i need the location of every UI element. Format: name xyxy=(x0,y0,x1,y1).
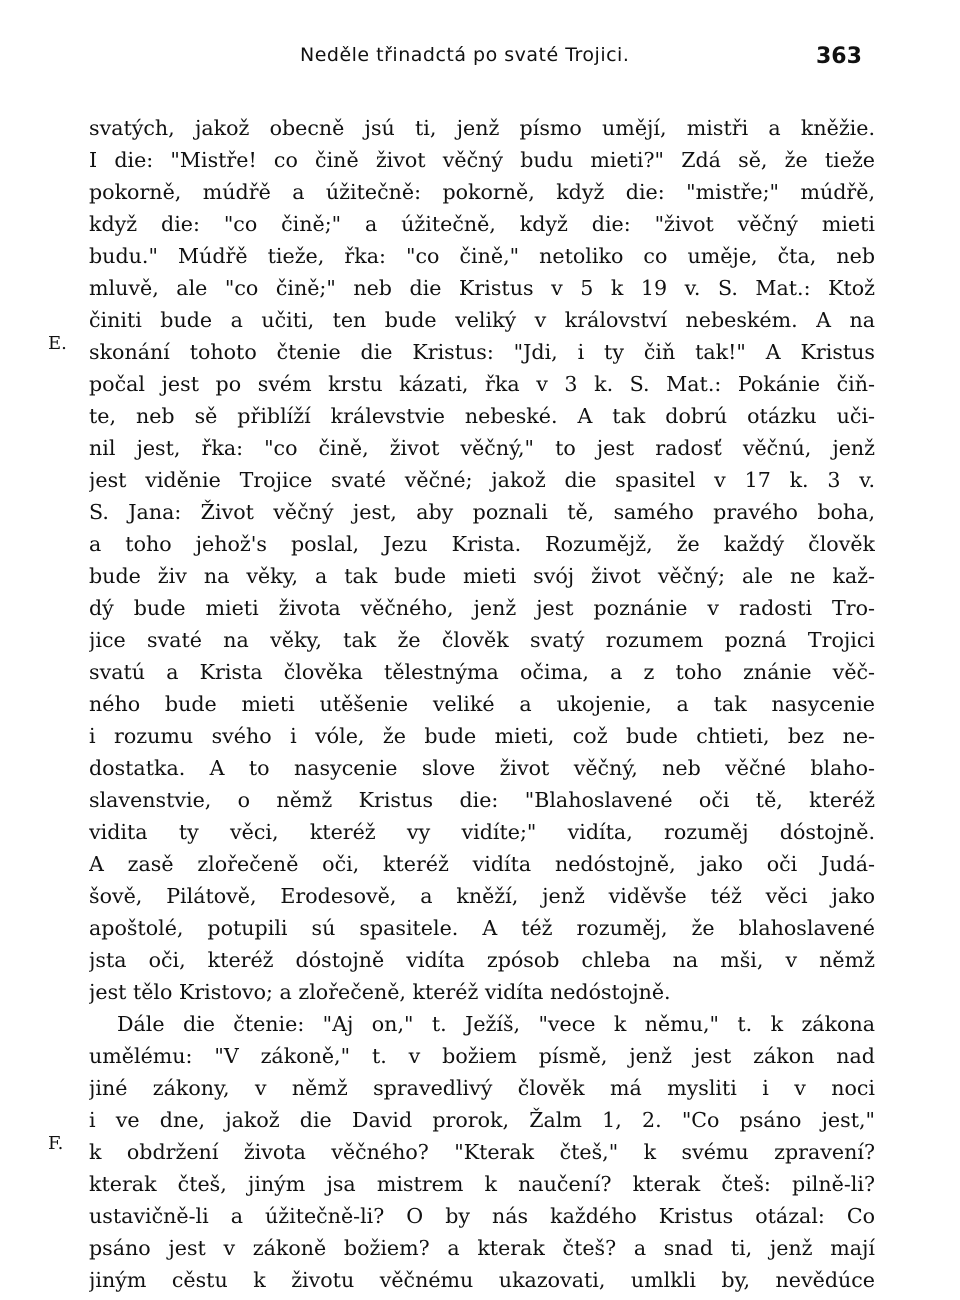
text-line: A zasě zlořečeně oči, kteréž vidíta nedóstojně, jako oči Judá- xyxy=(89,852,875,876)
text-line: te, neb sě přiblíží králevstvie nebeské. A tak dobrú otázku uči- xyxy=(89,404,875,428)
text-line: jiné zákony, v němž spravedlivý člověk má mysliti i v noci xyxy=(89,1076,875,1100)
text-line: ustavičně-li a úžitečně-li? O by nás každého Kristus otázal: Co xyxy=(89,1204,875,1228)
text-line: ného bude mieti utěšenie veliké a ukojenie, a tak nasycenie xyxy=(89,692,875,716)
page-number: 363 xyxy=(816,44,862,69)
body-text xyxy=(89,112,875,1296)
text-line: jsta oči, kteréž dóstojně vidíta zpósob chleba na mši, v němž xyxy=(89,948,875,972)
text-line: nil jest, řka: "co čině, život věčný," to jest radosť věčnú, jenž xyxy=(89,436,875,460)
text-line: S. Jana: Život věčný jest, aby poznali tě, samého pravého boha, xyxy=(89,500,875,524)
text-line: jest viděnie Trojice svaté věčné; jakož die spasitel v 17 k. 3 v. xyxy=(89,468,875,492)
running-header-title: Neděle třinadctá po svaté Trojici. xyxy=(300,44,630,66)
text-line: činiti bude a učiti, ten bude veliký v království nebeském. A na xyxy=(89,308,875,332)
text-line: Dále die čtenie: "Aj on," t. Ježíš, "vece k němu," t. k zákona xyxy=(117,1012,875,1036)
text-line: dý bude mieti života věčného, jenž jest poznánie v radosti Tro- xyxy=(89,596,875,620)
text-line: k obdržení života věčného? "Kterak čteš," k svému zpravení? xyxy=(89,1140,875,1164)
text-line: kterak čteš, jiným jsa mistrem k naučení? kterak čteš: pilně-li? xyxy=(89,1172,875,1196)
text-line: svatých, jakož obecně jsú ti, jenž písmo umějí, mistři a kněžie. xyxy=(89,116,875,140)
text-line: psáno jest v zákoně božiem? a kterak čteš? a snad ti, jenž mají xyxy=(89,1236,875,1260)
text-line: dostatka. A to nasycenie slove život věčný, neb věčné blaho- xyxy=(89,756,875,780)
text-line: budu." Múdřě tieže, řka: "co čině," netoliko co uměje, čta, neb xyxy=(89,244,875,268)
text-line: apoštolé, potupili sú spasitele. A též rozuměj, že blahoslavené xyxy=(89,916,875,940)
margin-mark-f: F. xyxy=(48,1133,64,1154)
text-line: když die: "co čině;" a úžitečně, když die: "život věčný mieti xyxy=(89,212,875,236)
text-line: jest tělo Kristovo; a zlořečeně, kteréž vidíta nedóstojně. xyxy=(89,980,671,1004)
text-line: svatú a Krista člověka tělestnýma očima, a z toho znánie věč- xyxy=(89,660,875,684)
text-line: jice svaté na věky, tak že člověk svatý rozumem pozná Trojici xyxy=(89,628,875,652)
text-line: slavenstvie, o němž Kristus die: "Blahoslavené oči tě, kteréž xyxy=(89,788,875,812)
margin-mark-e: E. xyxy=(48,333,67,354)
text-line: a toho jehož's poslal, Jezu Krista. Rozumějž, že každý člověk xyxy=(89,532,875,556)
text-line: šově, Pilátově, Erodesově, a kněží, jenž viděvše též věci jako xyxy=(89,884,875,908)
text-line: i rozumu svého i vóle, že bude mieti, což bude chtieti, bez ne- xyxy=(89,724,875,748)
text-line: i ve dne, jakož die David prorok, Žalm 1, 2. "Co psáno jest," xyxy=(89,1108,875,1132)
text-line: jiným cěstu k životu věčnému ukazovati, umlkli by, nevědúce xyxy=(89,1268,875,1292)
text-line: I die: "Mistře! co čině život věčný budu mieti?" Zdá sě, že tieže xyxy=(89,148,875,172)
text-line: skonání tohoto čtenie die Kristus: "Jdi, i ty čiň tak!" A Kristus xyxy=(89,340,875,364)
text-line: pokorně, múdřě a úžitečně: pokorně, když die: "mistře;" múdřě, xyxy=(89,180,875,204)
text-line: umělému: "V zákoně," t. v božiem písmě, jenž jest zákon nad xyxy=(89,1044,875,1068)
text-line: mluvě, ale "co čině;" neb die Kristus v 5 k 19 v. S. Mat.: Ktož xyxy=(89,276,875,300)
text-line: vidita ty věci, kteréž vy vidíte;" vidíta, rozuměj dóstojně. xyxy=(89,820,875,844)
text-line: počal jest po svém krstu kázati, řka v 3 k. S. Mat.: Pokánie čiň- xyxy=(89,372,875,396)
text-line: bude živ na věky, a tak bude mieti svój život věčný; ale ne kaž- xyxy=(89,564,875,588)
